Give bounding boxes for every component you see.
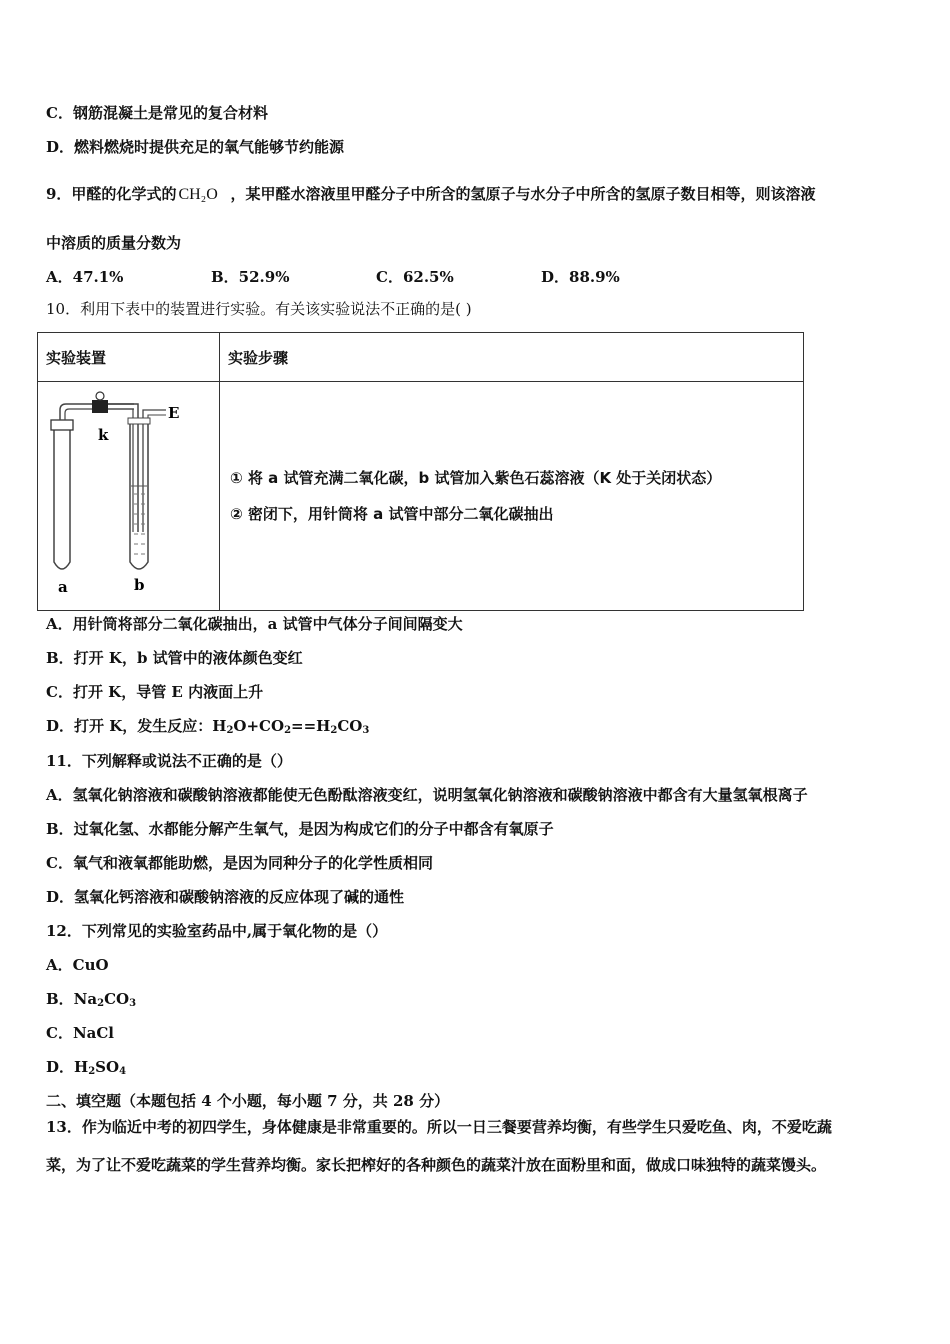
label-k: k <box>98 426 109 444</box>
apparatus-cell <box>38 382 220 611</box>
label-b: b <box>134 576 145 594</box>
step-1: ① 将 a 试管充满二氧化碳，b 试管加入紫色石蕊溶液（K 处于关闭状态） <box>230 469 722 487</box>
q9-stem: 9．甲醛的化学式的 CH₂O ，某甲醛水溶液里甲醛分子中所含的氢原子与水分子中所含的氢原子数目相等，则该溶液 <box>46 185 816 203</box>
q13-line-2: 菜，为了让不爱吃蔬菜的学生营养均衡。家长把榨好的各种颜色的蔬菜汁放在面粉里和面，做成口味独特的蔬菜馒头。 <box>46 1156 827 1174</box>
tube-e <box>143 410 166 532</box>
q9-suffix: ，某甲醛水溶液里甲醛分子中所含的氢原子与水分子中所含的氢原子数目相等，则该溶液 <box>230 185 816 203</box>
table-header-steps: 实验步骤 <box>220 333 804 382</box>
q11-option-d: D．氢氧化钙溶液和碳酸钠溶液的反应体现了碱的通性 <box>46 888 405 906</box>
table-header-apparatus: 实验装置 <box>38 333 220 382</box>
q10-option-d: D．打开 K，发生反应：$H_2O+CO_2==H_2CO_3$ <box>46 717 370 736</box>
q9-option-b: B．52.9% <box>211 268 290 286</box>
q13-line-1: 13．作为临近中考的初四学生，身体健康是非常重要的。所以一日三餐要营养均衡，有些学生只爱吃鱼、肉，不爱吃蔬 <box>46 1118 832 1136</box>
q8-option-d: D．燃料燃烧时提供充足的氧气能够节约能源 <box>46 138 345 156</box>
clamp-k-handle <box>96 392 104 400</box>
section-2-title: 二、填空题（本题包括 4 个小题，每小题 7 分，共 28 分） <box>46 1092 450 1110</box>
q11-stem: 11．下列解释或说法不正确的是（） <box>46 752 292 770</box>
q12-option-a: A．CuO <box>46 956 109 974</box>
q10-option-b: B．打开 K，b 试管中的液体颜色变红 <box>46 649 303 667</box>
q9-prefix: 9．甲醛的化学式的 <box>46 185 177 203</box>
q9-stem-line2: 中溶质的质量分数为 <box>46 234 182 252</box>
q12-stem: 12．下列常见的实验室药品中,属于氧化物的是（） <box>46 922 388 940</box>
q11-option-c: C．氧气和液氧都能助燃，是因为同种分子的化学性质相同 <box>46 854 433 872</box>
q9-option-c: C．62.5% <box>376 268 454 286</box>
q12-option-b: B．$Na_2CO_3$ <box>46 990 137 1009</box>
q11-option-b: B．过氧化氢、水都能分解产生氧气，是因为构成它们的分子中都含有氧原子 <box>46 820 554 838</box>
q11-option-a: A．氢氧化钠溶液和碳酸钠溶液都能使无色酚酞溶液变红，说明氢氧化钠溶液和碳酸钠溶液中都含有大量氢氧根离子 <box>46 786 808 804</box>
q10-option-a: A．用针筒将部分二氧化碳抽出，a 试管中气体分子间间隔变大 <box>46 615 463 633</box>
q9-option-a: A．47.1% <box>46 268 124 286</box>
q10-option-c: C．打开 K，导管 E 内液面上升 <box>46 683 264 701</box>
step-2: ② 密闭下，用针筒将 a 试管中部分二氧化碳抽出 <box>230 505 554 523</box>
q12-option-c: C．NaCl <box>46 1024 115 1042</box>
stopper-a <box>51 420 73 430</box>
label-e: E <box>168 404 180 422</box>
test-tube-a <box>54 428 70 569</box>
label-a: a <box>58 578 68 596</box>
steps-cell <box>220 382 804 611</box>
apparatus-diagram <box>38 382 218 596</box>
experiment-table <box>37 332 804 611</box>
clamp-k <box>92 400 108 413</box>
q8-option-c: C．钢筋混凝土是常见的复合材料 <box>46 104 268 122</box>
q12-option-d: D．$H_2SO_4$ <box>46 1058 127 1077</box>
q10-stem: 10．利用下表中的装置进行实验。有关该实验说法不正确的是( ) <box>46 300 472 318</box>
q9-option-d: D．88.9% <box>541 268 620 286</box>
